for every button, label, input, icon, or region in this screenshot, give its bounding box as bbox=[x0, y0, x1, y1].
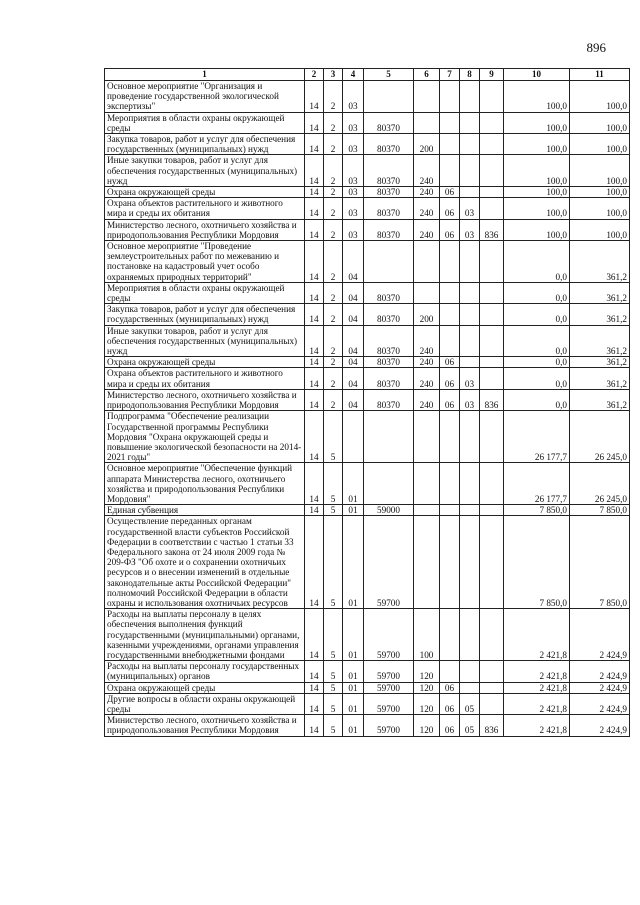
cell-c7 bbox=[440, 241, 460, 283]
cell-c6: 240 bbox=[414, 357, 440, 368]
cell-c4: 01 bbox=[343, 693, 364, 714]
cell-c10: 2 421,8 bbox=[504, 661, 570, 682]
cell-c4: 04 bbox=[343, 357, 364, 368]
table-row bbox=[105, 693, 630, 714]
cell-c4: 04 bbox=[343, 282, 364, 303]
cell-c6: 240 bbox=[414, 389, 440, 410]
cell-c6: 240 bbox=[414, 368, 440, 389]
cell-c8 bbox=[460, 682, 480, 693]
cell-c10: 7 850,0 bbox=[504, 505, 570, 516]
cell-c9 bbox=[480, 155, 504, 187]
row-name: Расходы на выплаты персоналу государственных (муниципальных) органов bbox=[105, 661, 305, 682]
cell-c9 bbox=[480, 81, 504, 113]
cell-c10: 26 177,7 bbox=[504, 463, 570, 505]
cell-c10: 100,0 bbox=[504, 198, 570, 219]
cell-c3: 2 bbox=[324, 282, 343, 303]
cell-c4: 01 bbox=[343, 715, 364, 736]
cell-c10: 100,0 bbox=[504, 187, 570, 198]
cell-c7 bbox=[440, 155, 460, 187]
cell-c4: 04 bbox=[343, 241, 364, 283]
cell-c4: 04 bbox=[343, 325, 364, 357]
row-name: Охрана объектов растительного и животного мира и среды их обитания bbox=[105, 198, 305, 219]
cell-c7 bbox=[440, 325, 460, 357]
column-header: 2 bbox=[305, 69, 324, 81]
row-name: Охрана окружающей среды bbox=[105, 357, 305, 368]
cell-c6 bbox=[414, 463, 440, 505]
cell-c2: 14 bbox=[305, 715, 324, 736]
cell-c11: 361,2 bbox=[570, 368, 630, 389]
cell-c4: 01 bbox=[343, 682, 364, 693]
cell-c4: 03 bbox=[343, 81, 364, 113]
cell-c9: 836 bbox=[480, 389, 504, 410]
cell-c11: 100,0 bbox=[570, 187, 630, 198]
cell-c4: 04 bbox=[343, 389, 364, 410]
cell-c9 bbox=[480, 661, 504, 682]
cell-c5: 80370 bbox=[364, 155, 414, 187]
cell-c8: 03 bbox=[460, 389, 480, 410]
cell-c10: 100,0 bbox=[504, 112, 570, 133]
cell-c5: 80370 bbox=[364, 112, 414, 133]
cell-c8: 03 bbox=[460, 198, 480, 219]
cell-c7: 06 bbox=[440, 682, 460, 693]
column-header: 3 bbox=[324, 69, 343, 81]
cell-c2: 14 bbox=[305, 411, 324, 463]
cell-c9 bbox=[480, 134, 504, 155]
cell-c10: 2 421,8 bbox=[504, 682, 570, 693]
cell-c7 bbox=[440, 516, 460, 609]
column-header: 11 bbox=[570, 69, 630, 81]
cell-c9 bbox=[480, 411, 504, 463]
cell-c2: 14 bbox=[305, 463, 324, 505]
column-header: 9 bbox=[480, 69, 504, 81]
cell-c8 bbox=[460, 155, 480, 187]
cell-c6: 120 bbox=[414, 693, 440, 714]
cell-c3: 5 bbox=[324, 411, 343, 463]
table-body bbox=[105, 81, 630, 737]
cell-c7: 06 bbox=[440, 368, 460, 389]
cell-c10: 100,0 bbox=[504, 81, 570, 113]
cell-c3: 2 bbox=[324, 81, 343, 113]
cell-c10: 100,0 bbox=[504, 134, 570, 155]
cell-c4: 03 bbox=[343, 134, 364, 155]
cell-c4: 01 bbox=[343, 661, 364, 682]
row-name: Другие вопросы в области охраны окружающей среды bbox=[105, 693, 305, 714]
cell-c9 bbox=[480, 187, 504, 198]
cell-c3: 2 bbox=[324, 241, 343, 283]
cell-c4: 03 bbox=[343, 112, 364, 133]
cell-c11: 361,2 bbox=[570, 304, 630, 325]
row-name: Основное мероприятие "Обеспечение функций аппарата Министерства лесного, охотничьего хозяйства и природопользования Республики Мордовия" bbox=[105, 463, 305, 505]
cell-c7 bbox=[440, 463, 460, 505]
cell-c2: 14 bbox=[305, 505, 324, 516]
cell-c5: 59700 bbox=[364, 715, 414, 736]
cell-c11: 2 424,9 bbox=[570, 609, 630, 661]
cell-c6: 240 bbox=[414, 219, 440, 240]
cell-c7 bbox=[440, 505, 460, 516]
cell-c10: 7 850,0 bbox=[504, 516, 570, 609]
cell-c4: 01 bbox=[343, 609, 364, 661]
table-row bbox=[105, 661, 630, 682]
cell-c6: 240 bbox=[414, 155, 440, 187]
cell-c3: 2 bbox=[324, 112, 343, 133]
row-name: Мероприятия в области охраны окружающей среды bbox=[105, 282, 305, 303]
cell-c8 bbox=[460, 411, 480, 463]
cell-c8 bbox=[460, 516, 480, 609]
cell-c6: 120 bbox=[414, 715, 440, 736]
cell-c9 bbox=[480, 682, 504, 693]
table-row bbox=[105, 682, 630, 693]
cell-c5: 80370 bbox=[364, 187, 414, 198]
cell-c3: 2 bbox=[324, 325, 343, 357]
cell-c9 bbox=[480, 516, 504, 609]
cell-c4: 04 bbox=[343, 304, 364, 325]
cell-c2: 14 bbox=[305, 187, 324, 198]
table-row bbox=[105, 357, 630, 368]
cell-c11: 100,0 bbox=[570, 81, 630, 113]
cell-c4: 03 bbox=[343, 187, 364, 198]
cell-c6: 120 bbox=[414, 661, 440, 682]
cell-c3: 2 bbox=[324, 357, 343, 368]
cell-c7 bbox=[440, 282, 460, 303]
cell-c7 bbox=[440, 411, 460, 463]
cell-c6: 200 bbox=[414, 304, 440, 325]
cell-c10: 2 421,8 bbox=[504, 609, 570, 661]
cell-c9 bbox=[480, 304, 504, 325]
cell-c10: 2 421,8 bbox=[504, 693, 570, 714]
row-name: Министерство лесного, охотничьего хозяйства и природопользования Республики Мордовия bbox=[105, 715, 305, 736]
cell-c8 bbox=[460, 81, 480, 113]
cell-c11: 100,0 bbox=[570, 134, 630, 155]
cell-c3: 2 bbox=[324, 389, 343, 410]
table-row bbox=[105, 389, 630, 410]
cell-c2: 14 bbox=[305, 241, 324, 283]
cell-c11: 2 424,9 bbox=[570, 715, 630, 736]
row-name: Иные закупки товаров, работ и услуг для обеспечения государственных (муниципальных) нужд bbox=[105, 325, 305, 357]
table-row bbox=[105, 219, 630, 240]
cell-c3: 2 bbox=[324, 134, 343, 155]
cell-c5: 80370 bbox=[364, 368, 414, 389]
cell-c8: 03 bbox=[460, 219, 480, 240]
cell-c9 bbox=[480, 505, 504, 516]
column-header: 5 bbox=[364, 69, 414, 81]
row-name: Мероприятия в области охраны окружающей среды bbox=[105, 112, 305, 133]
cell-c6 bbox=[414, 505, 440, 516]
cell-c2: 14 bbox=[305, 282, 324, 303]
cell-c2: 14 bbox=[305, 357, 324, 368]
cell-c2: 14 bbox=[305, 609, 324, 661]
row-name: Охрана окружающей среды bbox=[105, 682, 305, 693]
cell-c11: 100,0 bbox=[570, 155, 630, 187]
cell-c4: 01 bbox=[343, 516, 364, 609]
cell-c5: 80370 bbox=[364, 134, 414, 155]
row-name: Министерство лесного, охотничьего хозяйства и природопользования Республики Мордовия bbox=[105, 219, 305, 240]
cell-c7: 06 bbox=[440, 389, 460, 410]
cell-c6: 240 bbox=[414, 325, 440, 357]
row-name: Иные закупки товаров, работ и услуг для обеспечения государственных (муниципальных) нужд bbox=[105, 155, 305, 187]
cell-c11: 100,0 bbox=[570, 219, 630, 240]
cell-c8 bbox=[460, 325, 480, 357]
row-name: Подпрограмма "Обеспечение реализации Государственной программы Республики Мордовия "Охрана окружающей среды и повышение экологической безопасности на 2014-2021 годы" bbox=[105, 411, 305, 463]
column-header: 7 bbox=[440, 69, 460, 81]
row-name: Осуществление переданных органам государственной власти субъектов Российской Федерации в соответствии с частью 1 статьи 33 Федерального закона от 24 июля 2009 года № 209-ФЗ "Об охоте и о сохранении охотничьих ресурсов и о внесении изменений в отдельные законодательные акты Российской Федерации" полномочий Российской Федерации в области охраны и использования охотничьих ресурсов bbox=[105, 516, 305, 609]
cell-c8 bbox=[460, 134, 480, 155]
column-header: 1 bbox=[105, 69, 305, 81]
cell-c11: 2 424,9 bbox=[570, 682, 630, 693]
row-name: Единая субвенция bbox=[105, 505, 305, 516]
cell-c9 bbox=[480, 241, 504, 283]
cell-c5: 80370 bbox=[364, 198, 414, 219]
cell-c9 bbox=[480, 282, 504, 303]
cell-c11: 7 850,0 bbox=[570, 516, 630, 609]
cell-c3: 5 bbox=[324, 715, 343, 736]
table-row bbox=[105, 282, 630, 303]
cell-c11: 361,2 bbox=[570, 282, 630, 303]
cell-c8: 05 bbox=[460, 715, 480, 736]
table-row bbox=[105, 609, 630, 661]
cell-c8 bbox=[460, 661, 480, 682]
cell-c2: 14 bbox=[305, 368, 324, 389]
cell-c6: 240 bbox=[414, 187, 440, 198]
cell-c11: 361,2 bbox=[570, 389, 630, 410]
cell-c5: 59700 bbox=[364, 682, 414, 693]
cell-c11: 2 424,9 bbox=[570, 693, 630, 714]
cell-c2: 14 bbox=[305, 516, 324, 609]
cell-c4: 01 bbox=[343, 505, 364, 516]
cell-c9: 836 bbox=[480, 219, 504, 240]
cell-c3: 5 bbox=[324, 661, 343, 682]
cell-c6 bbox=[414, 411, 440, 463]
row-name: Закупка товаров, работ и услуг для обеспечения государственных (муниципальных) нужд bbox=[105, 304, 305, 325]
cell-c10: 0,0 bbox=[504, 241, 570, 283]
cell-c4: 03 bbox=[343, 198, 364, 219]
table-row bbox=[105, 155, 630, 187]
table-row bbox=[105, 516, 630, 609]
row-name: Расходы на выплаты персоналу в целях обеспечения выполнения функций государственными (муниципальными) органами, казенными учреждениями, органами управления государственными внебюджетными фондами bbox=[105, 609, 305, 661]
cell-c5: 59700 bbox=[364, 693, 414, 714]
cell-c9 bbox=[480, 325, 504, 357]
cell-c10: 0,0 bbox=[504, 304, 570, 325]
table-row bbox=[105, 304, 630, 325]
table-row bbox=[105, 368, 630, 389]
cell-c11: 100,0 bbox=[570, 112, 630, 133]
cell-c5: 59700 bbox=[364, 609, 414, 661]
column-header: 8 bbox=[460, 69, 480, 81]
cell-c2: 14 bbox=[305, 304, 324, 325]
cell-c8 bbox=[460, 357, 480, 368]
cell-c10: 100,0 bbox=[504, 155, 570, 187]
cell-c8: 05 bbox=[460, 693, 480, 714]
column-header: 6 bbox=[414, 69, 440, 81]
cell-c5 bbox=[364, 241, 414, 283]
cell-c10: 0,0 bbox=[504, 368, 570, 389]
row-name: Охрана окружающей среды bbox=[105, 187, 305, 198]
cell-c6 bbox=[414, 516, 440, 609]
header-row bbox=[105, 69, 630, 81]
cell-c7: 06 bbox=[440, 357, 460, 368]
cell-c9 bbox=[480, 693, 504, 714]
cell-c2: 14 bbox=[305, 389, 324, 410]
cell-c2: 14 bbox=[305, 325, 324, 357]
cell-c5: 80370 bbox=[364, 357, 414, 368]
cell-c3: 5 bbox=[324, 463, 343, 505]
cell-c5: 59700 bbox=[364, 661, 414, 682]
cell-c3: 5 bbox=[324, 505, 343, 516]
cell-c9 bbox=[480, 609, 504, 661]
cell-c6: 240 bbox=[414, 198, 440, 219]
cell-c4: 04 bbox=[343, 368, 364, 389]
cell-c9 bbox=[480, 357, 504, 368]
cell-c4: 03 bbox=[343, 219, 364, 240]
cell-c2: 14 bbox=[305, 693, 324, 714]
cell-c9 bbox=[480, 198, 504, 219]
cell-c5 bbox=[364, 81, 414, 113]
cell-c8 bbox=[460, 505, 480, 516]
cell-c10: 100,0 bbox=[504, 219, 570, 240]
cell-c3: 2 bbox=[324, 155, 343, 187]
cell-c8 bbox=[460, 282, 480, 303]
table-row bbox=[105, 81, 630, 113]
table-row bbox=[105, 134, 630, 155]
cell-c6: 120 bbox=[414, 682, 440, 693]
cell-c7: 06 bbox=[440, 187, 460, 198]
cell-c11: 26 245,0 bbox=[570, 463, 630, 505]
page-number: 896 bbox=[586, 40, 606, 55]
cell-c11: 26 245,0 bbox=[570, 411, 630, 463]
column-header: 4 bbox=[343, 69, 364, 81]
cell-c7 bbox=[440, 304, 460, 325]
table-row bbox=[105, 411, 630, 463]
cell-c7 bbox=[440, 661, 460, 682]
row-name: Закупка товаров, работ и услуг для обеспечения государственных (муниципальных) нужд bbox=[105, 134, 305, 155]
cell-c9 bbox=[480, 368, 504, 389]
table-row bbox=[105, 463, 630, 505]
cell-c2: 14 bbox=[305, 134, 324, 155]
cell-c11: 361,2 bbox=[570, 325, 630, 357]
row-name: Основное мероприятие "Организация и проведение государственной экологической экспертизы" bbox=[105, 81, 305, 113]
cell-c3: 2 bbox=[324, 304, 343, 325]
table-row bbox=[105, 505, 630, 516]
table-row bbox=[105, 241, 630, 283]
cell-c7 bbox=[440, 134, 460, 155]
table-row bbox=[105, 325, 630, 357]
cell-c8 bbox=[460, 112, 480, 133]
cell-c6 bbox=[414, 282, 440, 303]
cell-c11: 2 424,9 bbox=[570, 661, 630, 682]
column-header: 10 bbox=[504, 69, 570, 81]
cell-c7 bbox=[440, 112, 460, 133]
cell-c3: 2 bbox=[324, 219, 343, 240]
table-row bbox=[105, 715, 630, 736]
cell-c5: 59700 bbox=[364, 516, 414, 609]
cell-c8 bbox=[460, 609, 480, 661]
cell-c6 bbox=[414, 81, 440, 113]
cell-c6 bbox=[414, 241, 440, 283]
cell-c7 bbox=[440, 609, 460, 661]
cell-c8 bbox=[460, 463, 480, 505]
cell-c10: 26 177,7 bbox=[504, 411, 570, 463]
table-row bbox=[105, 198, 630, 219]
cell-c8 bbox=[460, 187, 480, 198]
cell-c4: 01 bbox=[343, 463, 364, 505]
cell-c7: 06 bbox=[440, 219, 460, 240]
cell-c10: 0,0 bbox=[504, 325, 570, 357]
cell-c2: 14 bbox=[305, 112, 324, 133]
cell-c6 bbox=[414, 112, 440, 133]
cell-c3: 5 bbox=[324, 516, 343, 609]
row-name: Министерство лесного, охотничьего хозяйства и природопользования Республики Мордовия bbox=[105, 389, 305, 410]
cell-c10: 0,0 bbox=[504, 357, 570, 368]
cell-c9 bbox=[480, 463, 504, 505]
cell-c10: 0,0 bbox=[504, 282, 570, 303]
cell-c2: 14 bbox=[305, 682, 324, 693]
cell-c5: 80370 bbox=[364, 325, 414, 357]
cell-c7 bbox=[440, 81, 460, 113]
cell-c3: 5 bbox=[324, 693, 343, 714]
table-row bbox=[105, 112, 630, 133]
cell-c2: 14 bbox=[305, 81, 324, 113]
cell-c3: 2 bbox=[324, 187, 343, 198]
cell-c3: 2 bbox=[324, 368, 343, 389]
cell-c7: 06 bbox=[440, 715, 460, 736]
cell-c3: 5 bbox=[324, 609, 343, 661]
cell-c10: 0,0 bbox=[504, 389, 570, 410]
cell-c7: 06 bbox=[440, 198, 460, 219]
cell-c11: 361,2 bbox=[570, 357, 630, 368]
row-name: Основное мероприятие "Проведение землеустроительных работ по межеванию и постановке на кадастровый учет особо охраняемых природных территорий" bbox=[105, 241, 305, 283]
cell-c4: 03 bbox=[343, 155, 364, 187]
cell-c8 bbox=[460, 304, 480, 325]
cell-c5: 80370 bbox=[364, 389, 414, 410]
cell-c3: 5 bbox=[324, 682, 343, 693]
table-row bbox=[105, 187, 630, 198]
cell-c9: 836 bbox=[480, 715, 504, 736]
cell-c8: 03 bbox=[460, 368, 480, 389]
cell-c2: 14 bbox=[305, 219, 324, 240]
cell-c11: 7 850,0 bbox=[570, 505, 630, 516]
cell-c5: 80370 bbox=[364, 304, 414, 325]
cell-c7: 06 bbox=[440, 693, 460, 714]
cell-c5: 59000 bbox=[364, 505, 414, 516]
cell-c5 bbox=[364, 463, 414, 505]
cell-c6: 200 bbox=[414, 134, 440, 155]
cell-c10: 2 421,8 bbox=[504, 715, 570, 736]
budget-table bbox=[104, 68, 630, 737]
cell-c2: 14 bbox=[305, 661, 324, 682]
row-name: Охрана объектов растительного и животного мира и среды их обитания bbox=[105, 368, 305, 389]
cell-c9 bbox=[480, 112, 504, 133]
cell-c11: 361,2 bbox=[570, 241, 630, 283]
cell-c5: 80370 bbox=[364, 219, 414, 240]
cell-c5 bbox=[364, 411, 414, 463]
cell-c8 bbox=[460, 241, 480, 283]
cell-c4 bbox=[343, 411, 364, 463]
cell-c2: 14 bbox=[305, 198, 324, 219]
cell-c2: 14 bbox=[305, 155, 324, 187]
cell-c3: 2 bbox=[324, 198, 343, 219]
cell-c6: 100 bbox=[414, 609, 440, 661]
cell-c5: 80370 bbox=[364, 282, 414, 303]
cell-c11: 100,0 bbox=[570, 198, 630, 219]
